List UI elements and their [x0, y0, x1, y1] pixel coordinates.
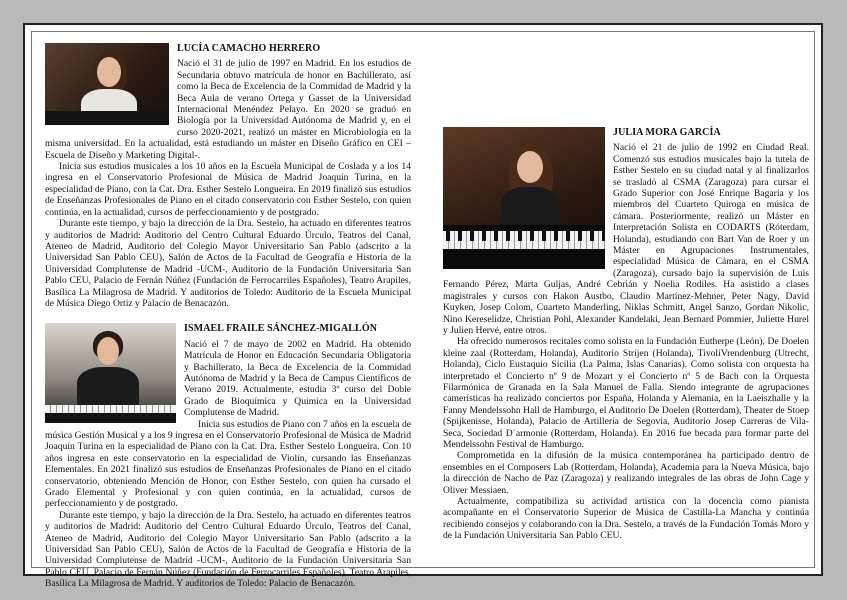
bio-paragraph: Inicia sus estudios musicales a los 10 años en la Escuela Municipal de Coslada y a los 14 ingresa en el Conservatorio Profesional de Música de Madrid Joaquín Turina, en la especialidad de Piano, con la Cat. Dra. Esther Sestelo Longueira. En 2019 finalizó sus estudios de Enseñanzas Profesionales de Piano en el citado conservatorio con Esther Sestelo, con quien continúa, en la actualidad, cursos de perfeccionamiento y de postgrado.	[45, 161, 411, 218]
bio-paragraph: Comprometida en la difusión de la música contemporánea ha participado dentro de ensembles en el Composers Lab (Rotterdam, Holanda), Academia para la Nueva Música, bajo la dirección de Nacho de Paz (Zaragoza) y realizando integrales de las obras de John Cage y Oliver Messiaen.	[443, 450, 809, 496]
right-column	[443, 43, 809, 542]
musician-name-julia: JULIA MORA GARCÍA	[613, 127, 721, 138]
musician-name-lucia: LUCÍA CAMACHO HERRERO	[177, 43, 321, 54]
photo-ismael	[45, 323, 176, 423]
bio-paragraph: Actualmente, compatibiliza su actividad artística con la docencia como pianista acompañante en el Conservatorio Superior de Música de Castilla-La Mancha y continúa recibiendo consejos y colaborando con la Dra. Sestelo, a través de la Fundación Tomás Moro y de la Fundación Universitaria San Pablo CEU.	[443, 496, 809, 542]
page-frame	[23, 23, 823, 590]
bio-paragraph: Nació el 7 de mayo de 2002 en Madrid. Ha obtenido Matrícula de Honor en Educación Secundaria Obligatoria y Bachillerato, la Beca de Excelencia de la Commidad Autónoma de Madrid y la Beca de Campus Científicos de Verano 2019. Actualmente, estudia 3º curso del Doble Grado de Bioquímica y Química en la Universidad Complutense de Madrid.	[184, 338, 411, 419]
photo-lucia	[45, 43, 169, 125]
bio-paragraph: Nació el 21 de julio de 1992 en Ciudad Real. Comenzó sus estudios musicales bajo la tutela de Esther Sestelo en su ciudad natal y al finalizarlos se trasladó al CSMA (Zaragoza) para cursar el Grado Superior con José Enrique Bagaría y los miembros del Cuarteto Quiroga en música de cámara. Posteriormente, realizó un Máster en Interpretación Solista en CODARTS (Róterdam, Holanda), estudiando con Bart Van de Roer y un Máster en Agrupaciones Instrumentales, especialidad Música de Cámara, en el CSMA (Zaragoza), cursado bajo la supervisión de Luis Fernando Pérez, Marta Guljas, André Cebrián y Noelia Rodiles. Ha asistido a clases magistrales y cursos con Hakon Austbo, Claudio Martínez-Mehner, Peter Nagy, David Kuyken, Josep Colom, Cuarteto Manderling, Niklas Schmitt, Angel Sanzo, Gordan Nikolic, Nino Kereselidze, Christian Pohl, Alexander Kandelaki, Jean Bernard Pommier, Juliette Hurel y Julien Hervé, entre otros.	[443, 142, 809, 336]
bio-paragraph: Ha ofrecido numerosos recitales como solista en la Fundación Eutherpe (León), De Doelen kleine zaal (Rotterdam, Holanda), Auditorio Strijen (Holanda), TivoliVrendenburg (Utrecht, Holanda), Ciclo Eustaquio Sicilia (La Palma, Islas Canarias). Como solista con orquesta ha interpretado el Concierto nº 9 de Mozart y el Concierto nº 5 de Bach con la Orquesta Filarmónica de Granada en la Sala Manuel de Falla. Siendo integrante de agrupaciones camerísticas ha realizado conciertos por España, Holanda y Alemania, en la Laeiszhalle y la Fanny Mendelssohn Hall de Hamburgo, el Auditorio De Doelen (Rotterdam), Theater de Stoep (Spijkenisse, Holanda), Palacio de Artillería de Segovia, Auditorio Josep Carreras de Vila-Seca, Sociedad D´armonie (Rotterdam, Holanda). En 2016 fue becada para formar parte del Mendelssohn Festival de Hamburgo.	[443, 336, 809, 450]
left-column	[45, 43, 411, 590]
bio-paragraph: Durante este tiempo, y bajo la dirección de la Dra. Sestelo, ha actuado en diferentes teatros y auditorios de Madrid: Auditorio del Centro Cultural Eduardo Úrculo, Teatros del Canal, Ateneo de Madrid, Auditorio del Colegio Mayor Universitario San Pablo (adscrito a la Universidad San Pablo CEU), Salón de Actos de la Facultad de Geografía e Historia de la Universidad Complutense de Madrid -UCM-, Auditorio de la Fundación Universitaria San Pablo CEU, Palacio de Fernán Núñez (Fundación de Ferrocarriles Españoles), Teatro Arapiles, Basílica La Milagrosa de Madrid. Y auditorios de Toledo: Auditorio de la Escuela Municipal de Música Diego Ortiz y Palacio de Benacazón.	[45, 218, 411, 309]
bio-paragraph: Durante este tiempo, y bajo la dirección de la Dra. Sestelo, ha actuado en diferentes teatros y auditorios de Madrid: Auditorio del Centro Cultural Eduardo Úrculo, Teatros del Canal, Ateneo de Madrid, Auditorio del Colegio Mayor Universitario San Pablo (adscrito a la Universidad San Pablo CEU), Salón de Actos de la Facultad de Geografía e Historia de la Universidad Complutense de Madrid -UCM-, Auditorio de la Fundación Universitaria San Pablo CEU, Palacio de Fernán Núñez (Fundación de Ferrocarriles Españoles), Teatro Arapiles, Basílica La Milagrosa de Madrid. Y auditorios de Toledo: Palacio de Benacazón.	[45, 509, 411, 590]
bio-paragraph: Nació el 31 de julio de 1997 en Madrid. En los estudios de Secundaria obtuvo matrícula de honor en Bachillerato, así como la Beca de Excelencia de la Commidad de Madrid y la Beca Aula de verano Ortega y Gasset de la Universidad Internacional Menéndez Pelayo. En 2020 se graduó en Biología por la Universidad Autónoma de Madrid y, en el curso 2020-2021, realizó un máster en Microbiología en la misma universidad. En la actualidad, está estudiando un máster en Diseño Gráfico en CEI –Escuela de Diseño y Marketing Digital-.	[45, 58, 411, 161]
bio-paragraph: Inicia sus estudios de Piano con 7 años en la escuela de música Gestión Musical y a los 9 ingresa en el Conservatorio Profesional de Música de Madrid Joaquín Turina en la especialidad de Piano con la Cat. Dra. Esther Sestelo Longueira. Con 10 años ingresa en este conservatorio en la especialidad de Violín, cursando las Enseñanzas Elementales. En 2021 finalizó sus estudios de Enseñanzas Profesionales de Piano en el citado conservatorio, obteniendo Mención de Honor, con Esther Sestelo, con quien ha cursado el Grado Elemental y Profesional y con quien continúa, en la actualidad, cursos de perfeccionamiento y de postgrado.	[45, 418, 411, 510]
musician-name-ismael: ISMAEL FRAILE SÁNCHEZ-MIGALLÓN	[184, 323, 378, 335]
photo-julia	[443, 127, 605, 269]
